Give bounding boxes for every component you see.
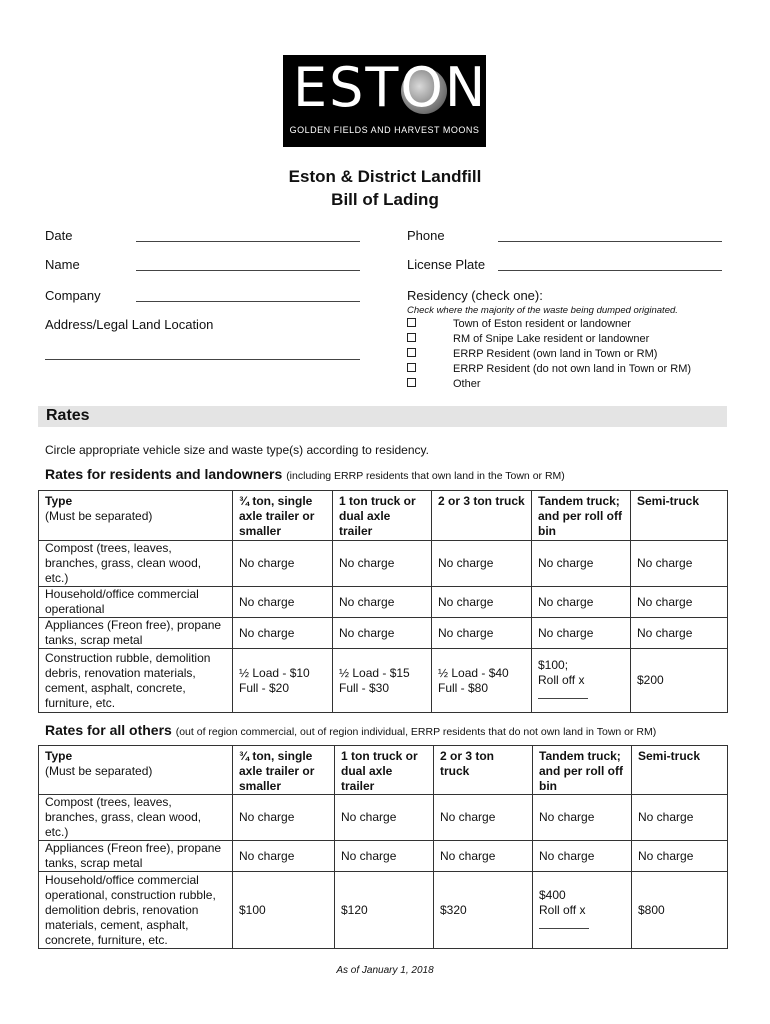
table-row — [39, 618, 728, 649]
rate-cell: ½ Load - $10 Full - $20 — [233, 649, 333, 713]
header-one-ton: 1 ton truck or dual axle trailer — [335, 746, 434, 795]
rate-cell: No charge — [631, 587, 728, 618]
license-plate-field[interactable] — [498, 270, 722, 271]
rate-cell: $100; Roll off x — [532, 649, 631, 713]
rate-cell: No charge — [632, 795, 728, 841]
rate-cell: No charge — [432, 618, 532, 649]
residency-note: Check where the majority of the waste being dumped originated. — [407, 305, 678, 316]
table2-note: (out of region commercial, out of region individual, ERRP residents that do not own land in Town or RM) — [175, 726, 657, 738]
table1-note: (including ERRP residents that own land in the Town or RM) — [286, 470, 565, 482]
rates-instruction: Circle appropriate vehicle size and waste type(s) according to residency. — [45, 443, 429, 457]
table-row — [39, 541, 728, 587]
table2-title: Rates for all others (out of region commercial, out of region individual, ERRP residents that do not own land in Town or RM) — [45, 722, 657, 738]
residency-label: Residency (check one): — [407, 288, 543, 303]
table-row — [39, 649, 728, 713]
rate-cell: No charge — [333, 541, 432, 587]
table-row — [39, 841, 728, 872]
row-type: Construction rubble, demolition debris, renovation materials, cement, asphalt, concrete, furniture, etc. — [39, 649, 233, 713]
document-subtitle: Bill of Lading — [331, 190, 439, 209]
rate-cell: $400 Roll off x — [533, 872, 632, 949]
row-type: Household/office commercial operational, construction rubble, demolition debris, renovation materials, cement, asphalt, concrete, furniture, etc. — [39, 872, 233, 949]
rate-cell: No charge — [233, 587, 333, 618]
rate-cell: No charge — [532, 541, 631, 587]
date-field[interactable] — [136, 241, 360, 242]
table-row — [39, 872, 728, 949]
rate-cell: $100 — [233, 872, 335, 949]
rate-cell: $120 — [335, 872, 434, 949]
rate-cell: No charge — [335, 841, 434, 872]
rate-cell: ½ Load - $40 Full - $80 — [432, 649, 532, 713]
company-label: Company — [45, 288, 101, 303]
header-semi: Semi-truck — [631, 491, 728, 541]
rate-cell: No charge — [533, 841, 632, 872]
name-field[interactable] — [136, 270, 360, 271]
checkbox-icon[interactable] — [407, 348, 416, 357]
rate-cell: No charge — [333, 618, 432, 649]
residency-option-rm[interactable]: RM of Snipe Lake resident or landowner — [407, 333, 416, 345]
residency-option-errp-own[interactable]: ERRP Resident (own land in Town or RM) — [407, 348, 416, 360]
rate-cell: No charge — [532, 618, 631, 649]
effective-date: As of January 1, 2018 — [336, 965, 434, 976]
logo-wordmark: ESTON — [293, 56, 488, 119]
header-two-three-ton: 2 or 3 ton truck — [432, 491, 532, 541]
rate-cell: $320 — [434, 872, 533, 949]
row-type: Household/office commercial operational — [39, 587, 233, 618]
table-header-row — [39, 746, 728, 795]
row-type: Compost (trees, leaves, branches, grass, clean wood, etc.) — [39, 541, 233, 587]
logo-tagline: GOLDEN FIELDS AND HARVEST MOONS — [289, 125, 480, 135]
table-row — [39, 795, 728, 841]
rate-cell: No charge — [333, 587, 432, 618]
phone-label: Phone — [407, 228, 445, 243]
rate-cell: No charge — [432, 541, 532, 587]
rate-cell: No charge — [631, 541, 728, 587]
header-tandem: Tandem truck; and per roll off bin — [533, 746, 632, 795]
document-title: Eston & District Landfill — [288, 167, 482, 186]
row-type: Compost (trees, leaves, branches, grass, clean wood, etc.) — [39, 795, 233, 841]
eston-logo — [283, 55, 486, 147]
phone-field[interactable] — [498, 241, 722, 242]
rate-cell: No charge — [233, 841, 335, 872]
checkbox-icon[interactable] — [407, 378, 416, 387]
checkbox-icon[interactable] — [407, 333, 416, 342]
residency-option-town[interactable]: Town of Eston resident or landowner — [407, 318, 416, 330]
header-three-quarter-ton: ¾ ton, single axle trailer or smaller — [233, 491, 333, 541]
rates-heading: Rates — [46, 407, 90, 424]
rate-cell: ½ Load - $15 Full - $30 — [333, 649, 432, 713]
header-type: Type (Must be separated) — [39, 746, 233, 795]
header-two-three-ton: 2 or 3 ton truck — [434, 746, 533, 795]
row-type: Appliances (Freon free), propane tanks, scrap metal — [39, 618, 233, 649]
roll-off-count-field[interactable] — [538, 690, 588, 699]
table-row — [39, 587, 728, 618]
residency-option-other[interactable]: Other — [407, 378, 416, 390]
rate-cell: No charge — [532, 587, 631, 618]
table-header-row — [39, 491, 728, 541]
roll-off-count-field[interactable] — [539, 920, 589, 929]
rate-cell: No charge — [632, 841, 728, 872]
residents-rates-table — [38, 490, 728, 713]
company-field[interactable] — [136, 301, 360, 302]
rate-cell: No charge — [434, 795, 533, 841]
rate-cell: No charge — [233, 795, 335, 841]
row-type: Appliances (Freon free), propane tanks, scrap metal — [39, 841, 233, 872]
address-field[interactable] — [45, 359, 360, 360]
rate-cell: No charge — [631, 618, 728, 649]
others-rates-table — [38, 745, 728, 949]
date-label: Date — [45, 228, 73, 243]
license-plate-label: License Plate — [407, 257, 486, 272]
header-tandem: Tandem truck; and per roll off bin — [532, 491, 631, 541]
name-label: Name — [45, 257, 80, 272]
rate-cell: $200 — [631, 649, 728, 713]
rate-cell: No charge — [233, 618, 333, 649]
rate-cell: No charge — [335, 795, 434, 841]
rates-section-header — [38, 406, 727, 427]
rate-cell: No charge — [434, 841, 533, 872]
address-label: Address/Legal Land Location — [45, 317, 214, 332]
header-type: Type (Must be separated) — [39, 491, 233, 541]
table1-title: Rates for residents and landowners (including ERRP residents that own land in the Town or RM) — [45, 466, 565, 482]
checkbox-icon[interactable] — [407, 318, 416, 327]
header-one-ton: 1 ton truck or dual axle trailer — [333, 491, 432, 541]
residency-option-errp-not-own[interactable]: ERRP Resident (do not own land in Town or RM) — [407, 363, 416, 375]
checkbox-icon[interactable] — [407, 363, 416, 372]
rate-cell: No charge — [533, 795, 632, 841]
rate-cell: No charge — [432, 587, 532, 618]
header-three-quarter-ton: ¾ ton, single axle trailer or smaller — [233, 746, 335, 795]
rate-cell: $800 — [632, 872, 728, 949]
header-semi: Semi-truck — [632, 746, 728, 795]
rate-cell: No charge — [233, 541, 333, 587]
